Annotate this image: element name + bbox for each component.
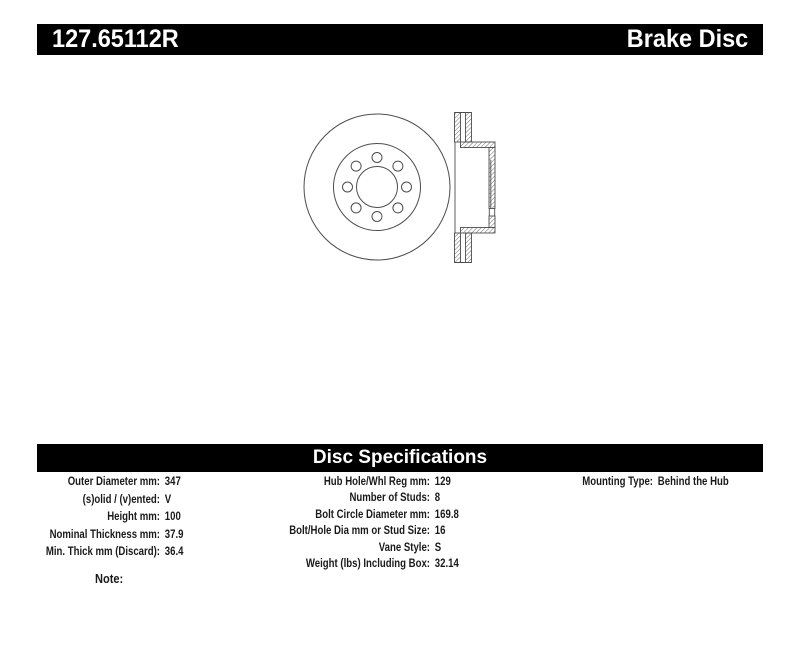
- brake-disc-technical-drawing: [280, 95, 510, 280]
- bolt-hole: [393, 161, 403, 171]
- bolt-hole: [351, 161, 361, 171]
- spec-label: Nominal Thickness mm:: [49, 526, 160, 541]
- spec-value: 100: [164, 509, 181, 523]
- spec-row-min-thickness: [0, 543, 183, 561]
- spec-row-number-of-studs: [270, 489, 459, 505]
- brake-disc-cross-section: [455, 113, 496, 263]
- spec-label: Mounting Type:: [582, 474, 653, 488]
- spec-label: Outer Diameter mm:: [67, 474, 160, 488]
- spec-value: V: [164, 491, 172, 506]
- spec-label: Bolt/Hole Dia mm or Stud Size:: [289, 523, 430, 538]
- bolt-hole: [372, 153, 382, 163]
- center-hub-hole: [357, 167, 398, 208]
- spec-value: 347: [164, 474, 181, 488]
- bolt-hole: [351, 203, 361, 213]
- spec-value: 32.14: [434, 556, 459, 571]
- spec-label: Vane Style:: [378, 539, 430, 554]
- spec-value: S: [434, 539, 442, 554]
- spec-row-nominal-thickness: [0, 526, 183, 544]
- spec-row-bolt-circle-diameter: [270, 506, 459, 522]
- spec-value: 8: [434, 490, 441, 505]
- spec-label: Number of Studs:: [349, 490, 430, 505]
- spec-value: 129: [434, 474, 451, 488]
- spec-label: Hub Hole/Whl Reg mm:: [323, 474, 430, 488]
- spec-column-hub-studs: [230, 473, 466, 571]
- spec-row-weight: [270, 555, 459, 571]
- spec-row-outer-diameter: [0, 473, 183, 491]
- spec-label: Height mm:: [107, 509, 160, 523]
- note-label: Note:: [95, 571, 124, 586]
- spec-label: Weight (lbs) Including Box:: [305, 556, 430, 571]
- bolt-hole: [393, 203, 403, 213]
- spec-label: (s)olid / (v)ented:: [82, 491, 160, 506]
- outer-diameter-circle: [304, 114, 450, 260]
- bolt-hole: [402, 182, 412, 192]
- spec-value: 169.8: [434, 506, 459, 521]
- spec-value: 37.9: [164, 526, 184, 541]
- spec-row-vane-style: [270, 539, 459, 555]
- spec-label: Min. Thick mm (Discard):: [45, 544, 160, 558]
- spec-row-mounting-type: [541, 473, 729, 491]
- spec-row-height: [0, 508, 183, 526]
- disc-specifications-header: Disc Specifications: [37, 444, 763, 472]
- spec-value: 16: [434, 523, 446, 538]
- spec-row-bolt-hole-dia: [270, 522, 459, 538]
- bolt-hole: [343, 182, 353, 192]
- spec-value: 36.4: [164, 544, 184, 558]
- spec-column-dimensions: [0, 473, 189, 561]
- spec-row-solid-vented: [0, 491, 183, 509]
- spec-value: Behind the Hub: [657, 474, 729, 488]
- hat-circle: [334, 144, 421, 231]
- spec-column-mounting: [513, 473, 748, 491]
- title-bar: [37, 24, 763, 55]
- part-number: 127.65112R: [52, 25, 179, 53]
- spec-label: Bolt Circle Diameter mm:: [315, 506, 430, 521]
- bolt-hole: [372, 212, 382, 222]
- spec-row-hub-hole: [270, 473, 459, 489]
- product-type-title: Brake Disc: [626, 25, 748, 53]
- brake-disc-front-view: [304, 114, 450, 260]
